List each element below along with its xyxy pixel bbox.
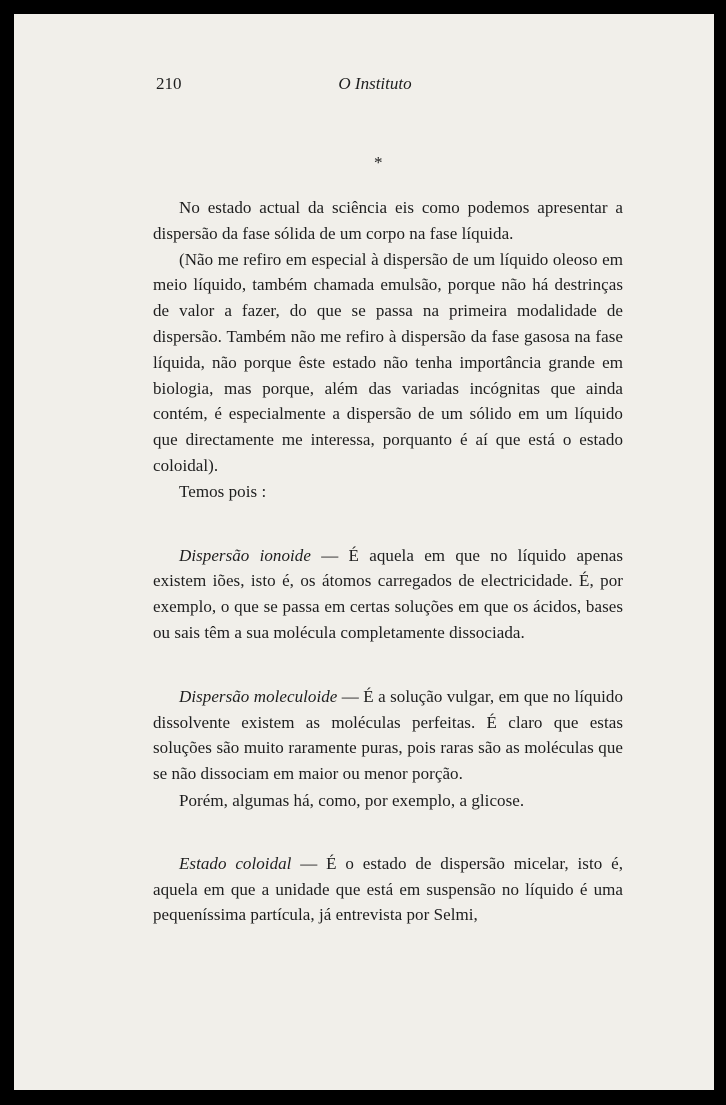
term-dispersao-moleculoide: Dispersão moleculoide [179,686,338,706]
definition-estado-coloidal: — É o estado de dispersão micelar, isto é, aquela em que a unidade que está em suspensão no líquido é uma pequeníssima partícula, já entrevista por Selmi, [153,853,623,925]
term-estado-coloidal: Estado coloidal [179,853,292,873]
running-title: O Instituto [338,74,412,93]
paragraph-intro: No estado actual da sciência eis como podemos apresentar a dispersão da fase sólida de um corpo na fase líquida. [153,198,623,243]
paragraph-parenthetical: (Não me refiro em especial à dispersão de um líquido oleoso em meio líquido, também chamada emulsão, porque não há destrinças de valor a fazer, do que se passa na primeira modalidade de dispersão. Também não me refiro à dispersão da fase gasosa na fase líquida, não porque êste estado não tenha importância grande em biologia, mas porque, além das variadas incógnitas que ainda contém, é especialmente a dispersão de um sólido em um líquido que directamente me interessa, porquanto é aí que está o estado coloidal). [153,249,623,475]
paragraph-dispersao-moleculoide [153,684,623,787]
paragraph-estado-coloidal [153,851,623,928]
paragraph-temos-pois: Temos pois : [179,481,267,501]
book-page [14,14,714,1090]
page-header [156,74,604,98]
asterisk-ornament: * [374,153,383,172]
paragraph-glicose: Porém, algumas há, como, por exemplo, a glicose. [179,790,525,810]
term-dispersao-ionoide: Dispersão ionoide [179,545,311,565]
paragraph-dispersao-ionoide [153,543,623,646]
definition-dispersao-moleculoide: — É a solução vulgar, em que no líquido dissolvente existem as moléculas perfeitas. É claro que estas soluções são muito raramente puras, pois raras são as moléculas que se não dissociam em maior ou menor porção. [153,686,623,784]
definition-dispersao-ionoide: — É aquela em que no líquido apenas existem iões, isto é, os átomos carregados de electricidade. É, por exemplo, o que se passa em certas soluções em que os ácidos, bases ou sais têm a sua molécula completamente dissociada. [153,545,624,642]
page-number: 210 [156,74,182,93]
body-text [153,195,623,928]
